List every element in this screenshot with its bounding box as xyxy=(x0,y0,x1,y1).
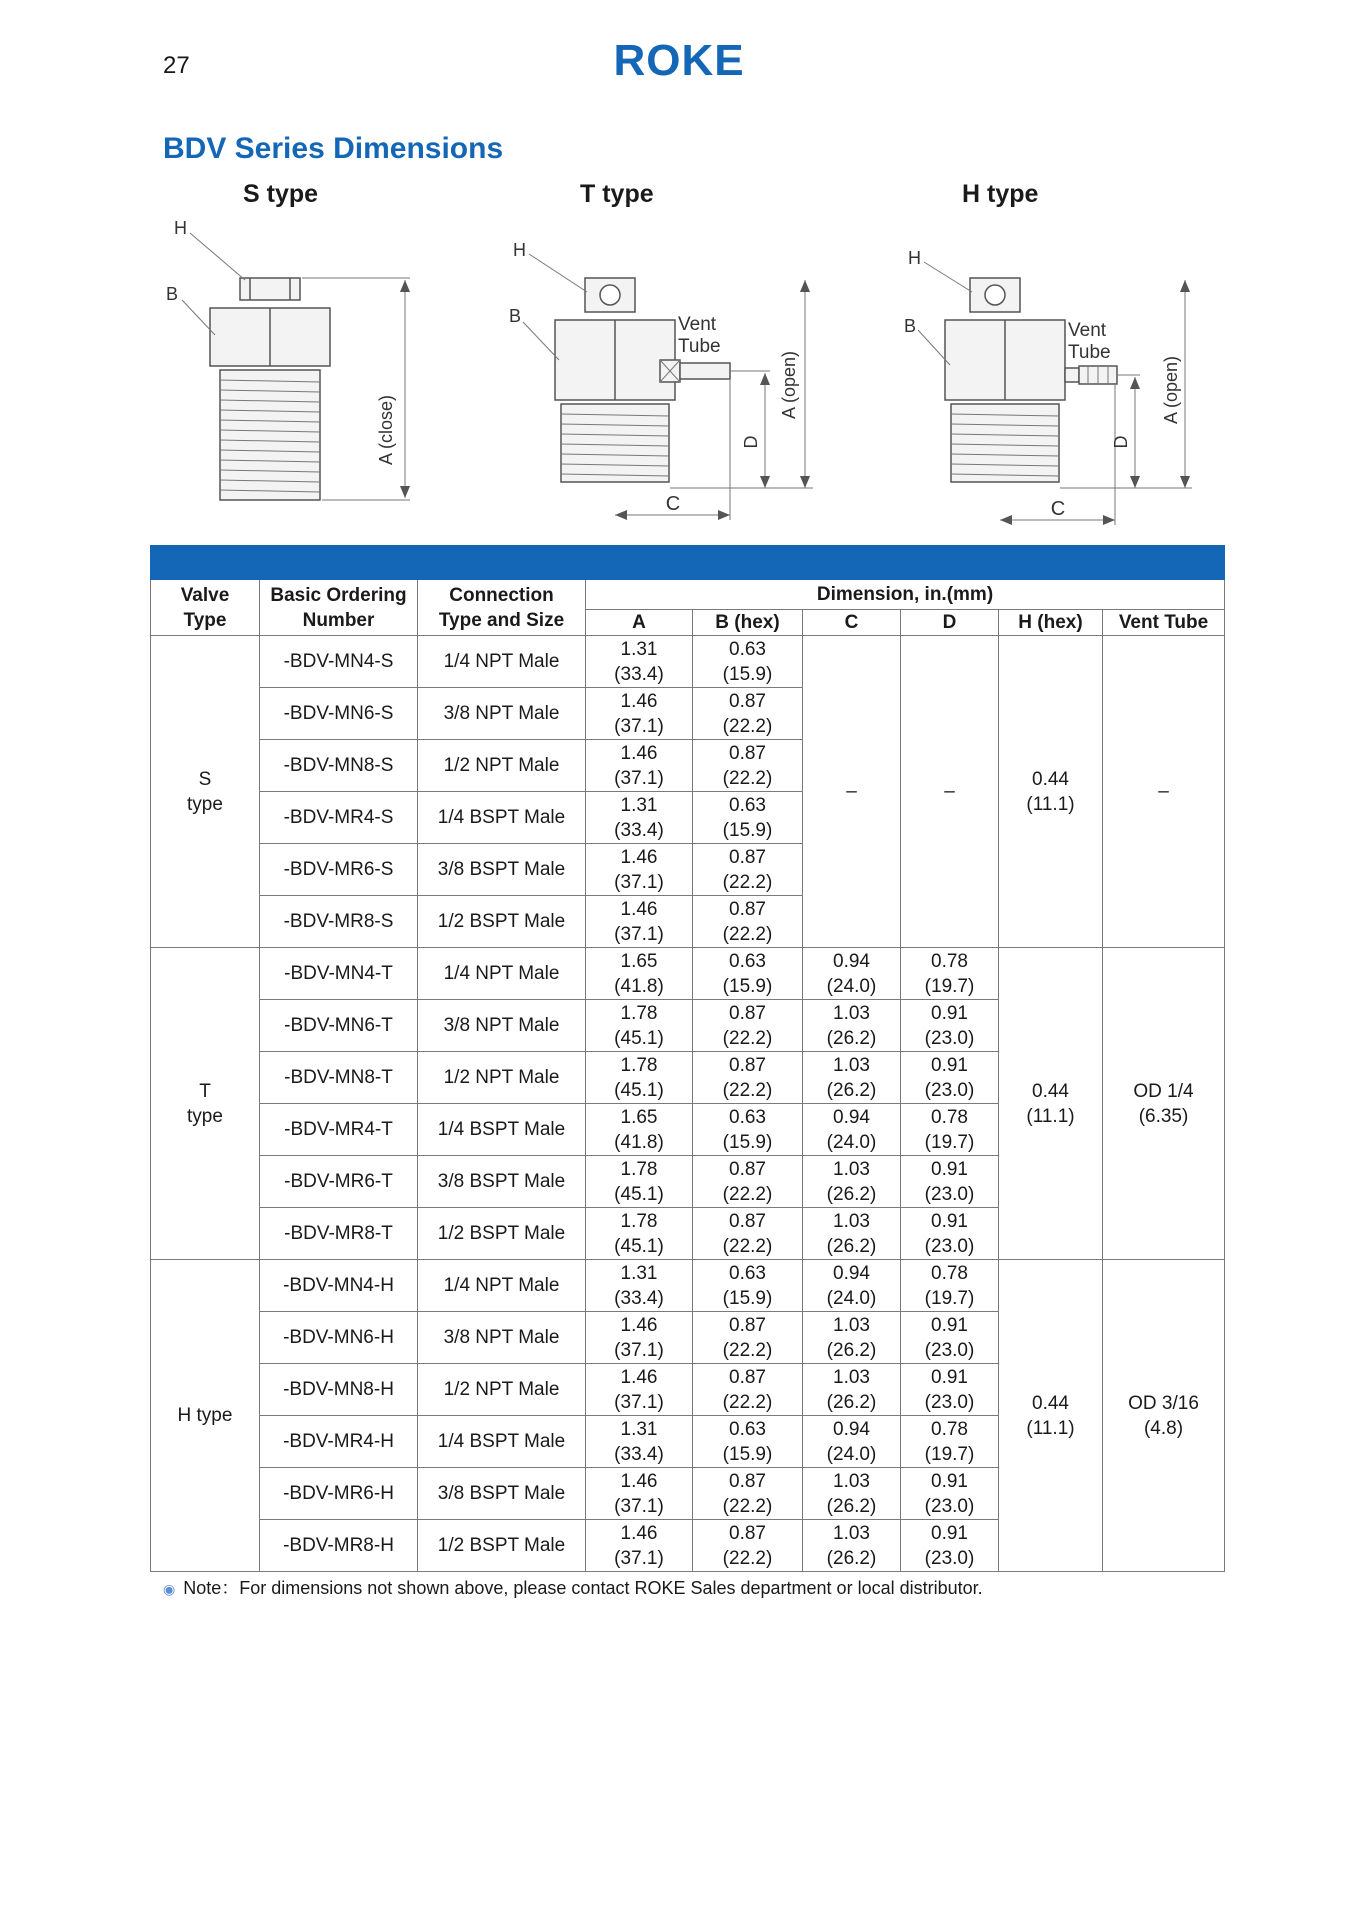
dim-b-cell: 0.63 (15.9) xyxy=(693,792,803,844)
dim-d-cell: 0.78 (19.7) xyxy=(901,948,999,1000)
header-dimension-group: Dimension, in.(mm) xyxy=(586,580,1225,610)
dim-c-cell: 1.03 (26.2) xyxy=(803,1208,901,1260)
dim-b-cell: 0.87 (22.2) xyxy=(693,1052,803,1104)
dim-d-cell: 0.78 (19.7) xyxy=(901,1104,999,1156)
header-connection: Connection Type and Size xyxy=(418,580,586,636)
ordering-number-cell: -BDV-MR4-T xyxy=(260,1104,418,1156)
ordering-number-cell: -BDV-MN4-H xyxy=(260,1260,418,1312)
s-type-diagram xyxy=(160,210,430,530)
dim-b-cell: 0.87 (22.2) xyxy=(693,1468,803,1520)
dim-d-cell: 0.91 (23.0) xyxy=(901,1468,999,1520)
h-callout-tube: Tube xyxy=(1068,342,1111,363)
t-callout-vent: Vent xyxy=(678,314,717,335)
ordering-number-cell: -BDV-MR4-S xyxy=(260,792,418,844)
dim-a-cell: 1.31 (33.4) xyxy=(586,636,693,688)
h-callout-b: B xyxy=(904,316,917,336)
dim-b-cell: 0.87 (22.2) xyxy=(693,688,803,740)
ordering-number-cell: -BDV-MN6-T xyxy=(260,1000,418,1052)
page-number: 27 xyxy=(163,52,190,79)
dim-c-cell: 1.03 (26.2) xyxy=(803,1520,901,1572)
valve-type-cell: H type xyxy=(151,1260,260,1572)
connection-cell: 1/4 NPT Male xyxy=(418,948,586,1000)
dim-a-cell: 1.65 (41.8) xyxy=(586,1104,693,1156)
connection-cell: 1/2 NPT Male xyxy=(418,1364,586,1416)
t-type-diagram xyxy=(495,210,830,540)
dim-d-cell: 0.91 (23.0) xyxy=(901,1052,999,1104)
dim-c-cell: 0.94 (24.0) xyxy=(803,1104,901,1156)
s-hex-nut-small xyxy=(240,278,300,300)
ordering-number-cell: -BDV-MR6-S xyxy=(260,844,418,896)
dim-a-cell: 1.78 (45.1) xyxy=(586,1208,693,1260)
connection-cell: 3/8 NPT Male xyxy=(418,1000,586,1052)
section-title: BDV Series Dimensions xyxy=(163,132,504,165)
ordering-number-cell: -BDV-MN8-H xyxy=(260,1364,418,1416)
ordering-number-cell: -BDV-MR8-S xyxy=(260,896,418,948)
connection-cell: 1/4 NPT Male xyxy=(418,1260,586,1312)
header-ordering-number: Basic Ordering Number xyxy=(260,580,418,636)
t-callout-h: H xyxy=(513,240,526,260)
header-b: B (hex) xyxy=(693,610,803,636)
dim-b-cell: 0.63 (15.9) xyxy=(693,1104,803,1156)
h-type-diagram xyxy=(890,210,1220,540)
note-bullet-icon: ◉ xyxy=(163,1581,176,1597)
table-row xyxy=(151,948,1225,1000)
h-callout-vent: Vent xyxy=(1068,320,1107,341)
dim-b-cell: 0.63 (15.9) xyxy=(693,1260,803,1312)
t-callout-a: A (open) xyxy=(779,350,799,420)
valve-type-cell: S type xyxy=(151,636,260,948)
table-row xyxy=(151,1260,1225,1312)
dim-b-cell: 0.87 (22.2) xyxy=(693,844,803,896)
ordering-number-cell: -BDV-MN6-S xyxy=(260,688,418,740)
connection-cell: 3/8 BSPT Male xyxy=(418,1156,586,1208)
connection-cell: 1/2 NPT Male xyxy=(418,1052,586,1104)
t-callout-tube: Tube xyxy=(678,336,721,357)
dim-b-cell: 0.87 (22.2) xyxy=(693,1364,803,1416)
dim-c-cell: 1.03 (26.2) xyxy=(803,1312,901,1364)
s-type-label: S type xyxy=(243,180,319,208)
dim-c-cell: 0.94 (24.0) xyxy=(803,1260,901,1312)
dim-a-cell: 1.65 (41.8) xyxy=(586,948,693,1000)
dim-d-cell: 0.91 (23.0) xyxy=(901,1364,999,1416)
header-h: H (hex) xyxy=(999,610,1103,636)
dim-b-cell: 0.87 (22.2) xyxy=(693,896,803,948)
dim-c-cell: 1.03 (26.2) xyxy=(803,1364,901,1416)
ordering-number-cell: -BDV-MN6-H xyxy=(260,1312,418,1364)
dimension-table xyxy=(150,545,1225,1572)
dim-c-cell: 1.03 (26.2) xyxy=(803,1000,901,1052)
dim-d-cell: – xyxy=(901,636,999,948)
dim-b-cell: 0.63 (15.9) xyxy=(693,948,803,1000)
dim-a-cell: 1.46 (37.1) xyxy=(586,896,693,948)
s-callout-h: H xyxy=(174,218,187,238)
dim-c-cell: 0.94 (24.0) xyxy=(803,1416,901,1468)
dim-h-cell: 0.44 (11.1) xyxy=(999,636,1103,948)
ordering-number-cell: -BDV-MR6-H xyxy=(260,1468,418,1520)
vent-tube-cell: OD 1/4 (6.35) xyxy=(1103,948,1225,1260)
dim-a-cell: 1.78 (45.1) xyxy=(586,1052,693,1104)
t-type-label: T type xyxy=(580,180,654,208)
ordering-number-cell: -BDV-MR8-H xyxy=(260,1520,418,1572)
dim-c-cell: – xyxy=(803,636,901,948)
dim-c-cell: 1.03 (26.2) xyxy=(803,1156,901,1208)
dim-a-cell: 1.31 (33.4) xyxy=(586,1260,693,1312)
header-valve-type: Valve Type xyxy=(151,580,260,636)
connection-cell: 1/4 BSPT Male xyxy=(418,1416,586,1468)
connection-cell: 3/8 NPT Male xyxy=(418,1312,586,1364)
h-callout-c: C xyxy=(1050,498,1066,520)
table-row xyxy=(151,636,1225,688)
connection-cell: 1/2 NPT Male xyxy=(418,740,586,792)
dim-d-cell: 0.91 (23.0) xyxy=(901,1312,999,1364)
s-callout-a: A (close) xyxy=(376,394,396,466)
dim-c-cell: 1.03 (26.2) xyxy=(803,1468,901,1520)
ordering-number-cell: -BDV-MN8-S xyxy=(260,740,418,792)
connection-cell: 1/2 BSPT Male xyxy=(418,1520,586,1572)
dim-a-cell: 1.46 (37.1) xyxy=(586,844,693,896)
h-type-label: H type xyxy=(962,180,1039,208)
dim-a-cell: 1.46 (37.1) xyxy=(586,1312,693,1364)
valve-type-cell: T type xyxy=(151,948,260,1260)
h-callout-a: A (open) xyxy=(1161,355,1181,425)
dim-a-cell: 1.78 (45.1) xyxy=(586,1156,693,1208)
header-d: D xyxy=(901,610,999,636)
dim-d-cell: 0.91 (23.0) xyxy=(901,1000,999,1052)
s-callout-b: B xyxy=(166,284,179,304)
connection-cell: 1/4 BSPT Male xyxy=(418,1104,586,1156)
table-header-band xyxy=(151,546,1225,580)
footnote xyxy=(163,1574,983,1600)
ordering-number-cell: -BDV-MN8-T xyxy=(260,1052,418,1104)
dim-b-cell: 0.87 (22.2) xyxy=(693,1312,803,1364)
ordering-number-cell: -BDV-MN4-T xyxy=(260,948,418,1000)
dim-b-cell: 0.63 (15.9) xyxy=(693,1416,803,1468)
h-callout-d: D xyxy=(1111,435,1131,449)
vent-tube-cell: OD 3/16 (4.8) xyxy=(1103,1260,1225,1572)
dim-h-cell: 0.44 (11.1) xyxy=(999,1260,1103,1572)
ordering-number-cell: -BDV-MN4-S xyxy=(260,636,418,688)
dim-c-cell: 0.94 (24.0) xyxy=(803,948,901,1000)
dim-b-cell: 0.63 (15.9) xyxy=(693,636,803,688)
t-vent-tube xyxy=(680,363,730,379)
t-callout-c: C xyxy=(665,493,681,515)
connection-cell: 1/4 BSPT Male xyxy=(418,792,586,844)
dim-a-cell: 1.46 (37.1) xyxy=(586,688,693,740)
dim-a-cell: 1.31 (33.4) xyxy=(586,792,693,844)
dim-b-cell: 0.87 (22.2) xyxy=(693,1156,803,1208)
t-callout-b: B xyxy=(509,306,522,326)
note-text: Note：For dimensions not shown above, please contact ROKE Sales department or local distributor. xyxy=(183,1578,983,1598)
dim-a-cell: 1.78 (45.1) xyxy=(586,1000,693,1052)
dim-b-cell: 0.87 (22.2) xyxy=(693,740,803,792)
dim-a-cell: 1.46 (37.1) xyxy=(586,1468,693,1520)
t-callout-d: D xyxy=(741,435,761,449)
connection-cell: 3/8 BSPT Male xyxy=(418,844,586,896)
dim-b-cell: 0.87 (22.2) xyxy=(693,1520,803,1572)
dim-d-cell: 0.91 (23.0) xyxy=(901,1520,999,1572)
connection-cell: 3/8 BSPT Male xyxy=(418,1468,586,1520)
dim-b-cell: 0.87 (22.2) xyxy=(693,1000,803,1052)
dim-d-cell: 0.78 (19.7) xyxy=(901,1260,999,1312)
dim-d-cell: 0.91 (23.0) xyxy=(901,1208,999,1260)
dim-b-cell: 0.87 (22.2) xyxy=(693,1208,803,1260)
dim-a-cell: 1.31 (33.4) xyxy=(586,1416,693,1468)
header-c: C xyxy=(803,610,901,636)
dim-d-cell: 0.91 (23.0) xyxy=(901,1156,999,1208)
ordering-number-cell: -BDV-MR8-T xyxy=(260,1208,418,1260)
dim-a-cell: 1.46 (37.1) xyxy=(586,740,693,792)
ordering-number-cell: -BDV-MR4-H xyxy=(260,1416,418,1468)
connection-cell: 1/2 BSPT Male xyxy=(418,1208,586,1260)
dim-a-cell: 1.46 (37.1) xyxy=(586,1364,693,1416)
ordering-number-cell: -BDV-MR6-T xyxy=(260,1156,418,1208)
dim-c-cell: 1.03 (26.2) xyxy=(803,1052,901,1104)
connection-cell: 3/8 NPT Male xyxy=(418,688,586,740)
brand-logo: ROKE xyxy=(613,36,745,85)
dim-a-cell: 1.46 (37.1) xyxy=(586,1520,693,1572)
dim-h-cell: 0.44 (11.1) xyxy=(999,948,1103,1260)
dim-d-cell: 0.78 (19.7) xyxy=(901,1416,999,1468)
header-a: A xyxy=(586,610,693,636)
connection-cell: 1/2 BSPT Male xyxy=(418,896,586,948)
h-callout-h: H xyxy=(908,248,921,268)
table-header-row-1 xyxy=(151,580,1225,610)
vent-tube-cell: – xyxy=(1103,636,1225,948)
connection-cell: 1/4 NPT Male xyxy=(418,636,586,688)
header-vent-tube: Vent Tube xyxy=(1103,610,1225,636)
h-vent-base xyxy=(1065,368,1079,382)
